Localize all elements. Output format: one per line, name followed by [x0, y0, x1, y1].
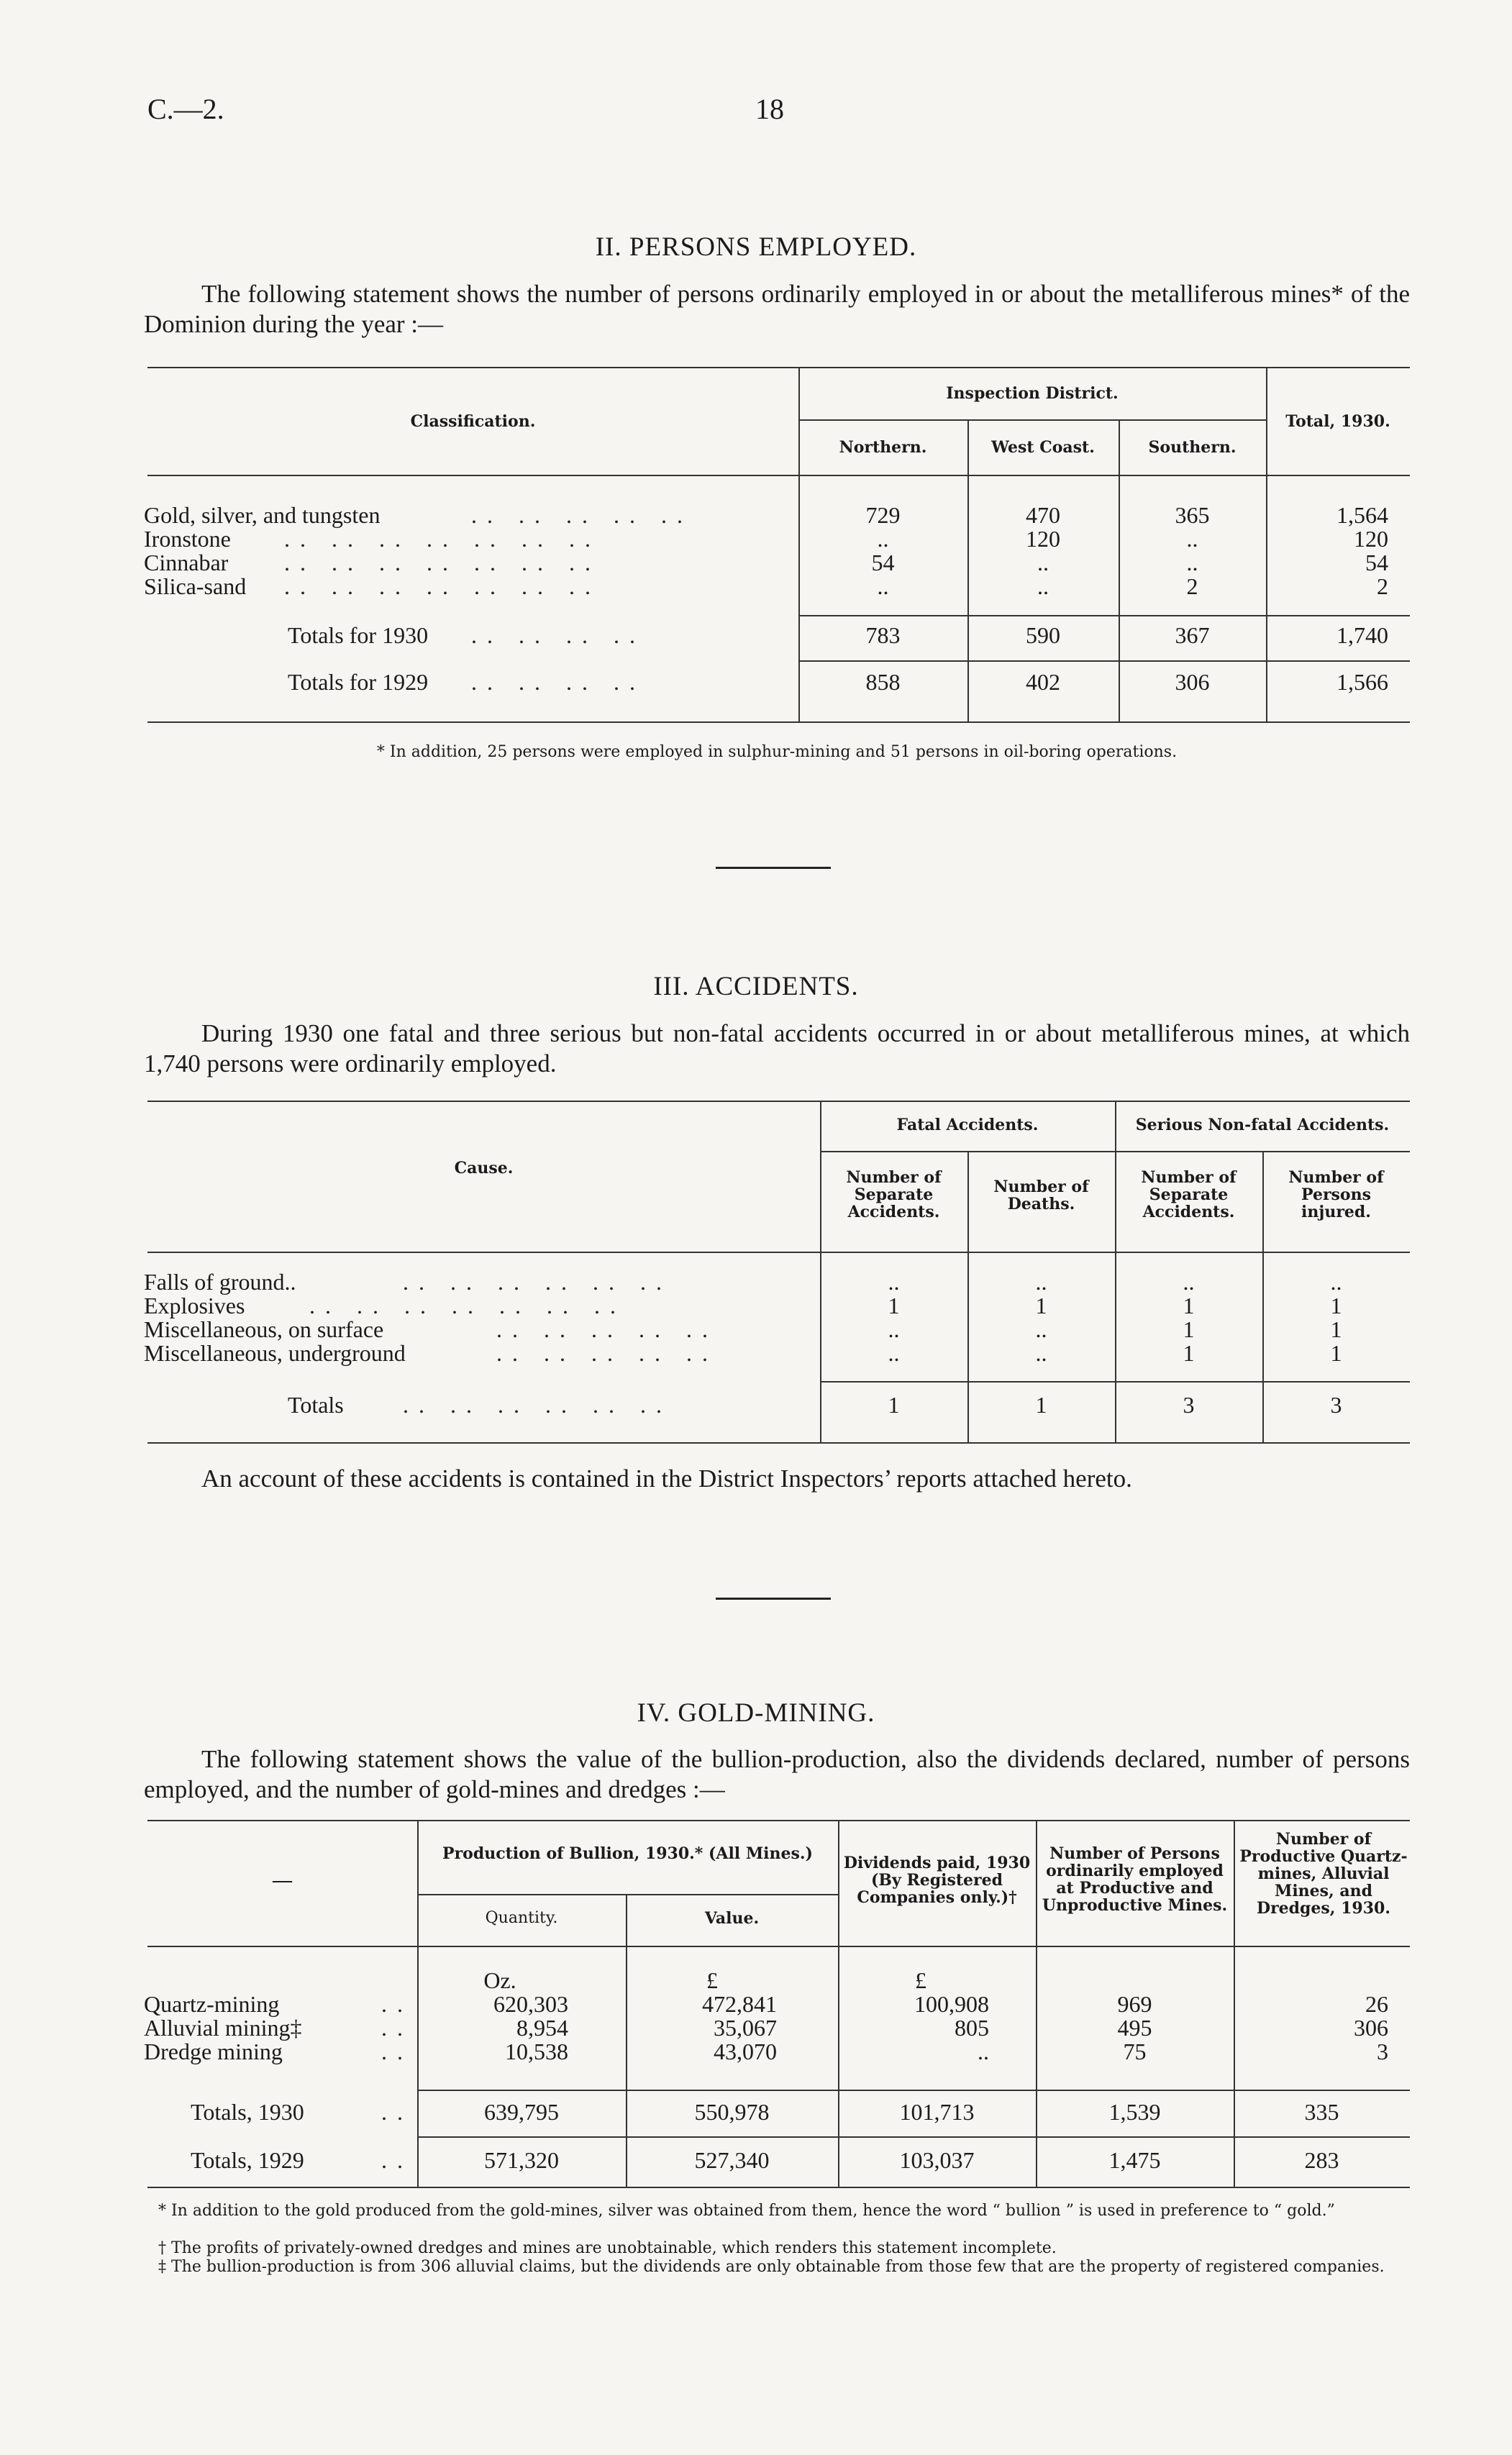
cell-west-coast: .. — [1037, 550, 1049, 575]
persons-employed-footnote: * In addition, 25 persons were employed in sulphur-mining and 51 persons in oil-boring operations. — [376, 743, 1178, 761]
cell-productive-mines: 283 — [1304, 2147, 1339, 2173]
header-fatal-accidents: Fatal Accidents. — [896, 1116, 1039, 1134]
leader-dots: .. .. .. .. .. — [496, 1340, 718, 1366]
cell-separate-accidents-serious: 1 — [1183, 1293, 1195, 1318]
cell-southern: 306 — [1175, 669, 1210, 695]
cell-productive-mines: 26 — [1365, 1991, 1388, 2017]
cell-total: 1,564 — [1336, 502, 1388, 528]
row-label: Miscellaneous, on surface — [144, 1316, 384, 1342]
cell-quantity: 10,538 — [505, 2039, 568, 2064]
cell-persons-injured: 1 — [1330, 1340, 1342, 1366]
leader-dots: .. .. .. .. .. .. .. — [284, 573, 601, 599]
cell-southern: .. — [1186, 550, 1198, 575]
cell-deaths: 1 — [1035, 1293, 1047, 1318]
page-number: 18 — [755, 93, 784, 125]
header-inspection-district: Inspection District. — [946, 384, 1119, 403]
row-label: Totals for 1930 — [288, 622, 429, 648]
cell-quantity: 571,320 — [484, 2147, 559, 2173]
cell-total: 1,566 — [1336, 669, 1388, 695]
cell-value: 472,841 — [702, 1991, 777, 2017]
cell-dividends: 100,908 — [914, 1991, 989, 2017]
accidents-note: An account of these accidents is contained in the District Inspectors’ reports attached hereto. — [201, 1465, 1132, 1493]
header-total-1930: Total, 1930. — [1285, 412, 1390, 431]
cell-southern: 2 — [1186, 573, 1198, 599]
cell-quantity: 620,303 — [493, 1991, 568, 2017]
leader-dots: .. — [381, 2015, 413, 2041]
footnote: ‡ The bullion-production is from 306 alluvial claims, but the dividends are only obtainable from those few that are the property of registered companies. — [158, 2258, 1385, 2276]
row-label: Quartz-mining — [144, 1991, 280, 2017]
leader-dots: .. .. .. .. — [471, 622, 645, 648]
unit-quantity: Oz. — [483, 1967, 516, 1993]
row-label: Totals for 1929 — [288, 669, 429, 695]
row-label: Totals — [288, 1392, 344, 1418]
cell-persons: 969 — [1117, 1991, 1152, 2017]
section-divider — [716, 1598, 831, 1600]
cell-northern: 858 — [865, 669, 901, 695]
cell-northern: .. — [877, 573, 889, 599]
row-label: Falls of ground.. — [144, 1269, 296, 1295]
row-label: Totals, 1929 — [191, 2147, 304, 2173]
document-reference: C.—2. — [147, 93, 224, 125]
cell-persons-injured: .. — [1330, 1269, 1342, 1295]
leader-dots: .. .. .. .. .. — [471, 502, 693, 528]
row-label: Miscellaneous, underground — [144, 1340, 406, 1366]
leader-dots: .. .. .. .. — [471, 669, 645, 695]
leader-dots: .. — [381, 1991, 413, 2017]
row-label: Ironstone — [144, 526, 231, 552]
cell-deaths: .. — [1035, 1269, 1047, 1295]
header-production-of-bullion: Production of Bullion, 1930.* (All Mines.) — [442, 1844, 813, 1863]
leader-dots: .. .. .. .. .. .. — [403, 1269, 672, 1295]
cell-productive-mines: 335 — [1304, 2099, 1339, 2125]
cell-persons: 75 — [1123, 2039, 1147, 2064]
header-bottom-rule — [147, 1946, 1410, 1947]
header-southern: Southern. — [1148, 438, 1237, 457]
cell-west-coast: 120 — [1026, 526, 1060, 552]
footnote: † The profits of privately-owned dredges and mines are unobtainable, which renders this statement incomplete. — [158, 2239, 1057, 2257]
cell-separate-accidents: 1 — [888, 1293, 900, 1318]
header-northern: Northern. — [839, 438, 927, 457]
cell-value: 35,067 — [714, 2015, 777, 2041]
header-west-coast: West Coast. — [991, 438, 1095, 457]
header-dividends-paid: Dividends paid, 1930 (By Registered Companies only.)† — [843, 1854, 1031, 1907]
leader-dots: .. .. .. .. .. .. .. — [284, 550, 601, 575]
header-bottom-rule — [147, 1252, 1410, 1253]
cell-deaths: .. — [1035, 1340, 1047, 1366]
row-label: Silica-sand — [144, 573, 247, 599]
header-separate-accidents-serious: Number of Separate Accidents. — [1141, 1168, 1237, 1221]
cell-separate-accidents: .. — [888, 1316, 900, 1342]
cell-separate-accidents: .. — [888, 1340, 900, 1366]
cell-value: 550,978 — [694, 2099, 770, 2125]
cell-southern: 367 — [1175, 622, 1210, 648]
header-mid-rule — [798, 419, 1266, 421]
section-title-accidents: III. ACCIDENTS. — [653, 972, 859, 1001]
row-label: Explosives — [144, 1293, 245, 1318]
cell-persons-injured: 1 — [1330, 1293, 1342, 1318]
cell-northern: 729 — [865, 502, 901, 528]
totals-rule — [417, 2090, 1410, 2091]
table-top-rule — [147, 1101, 1410, 1102]
cell-total: 1,740 — [1336, 622, 1388, 648]
leader-dots: .. .. .. .. .. .. .. — [309, 1293, 626, 1318]
cell-dividends: 805 — [955, 2015, 989, 2041]
cell-total: 2 — [1377, 573, 1388, 599]
totals-rule — [798, 615, 1410, 616]
unit-dividends: £ — [915, 1967, 926, 1993]
header-quantity: Quantity. — [485, 1909, 558, 1927]
row-label: Dredge mining — [144, 2039, 283, 2064]
totals-rule-2 — [798, 660, 1410, 662]
cell-southern: 365 — [1175, 502, 1210, 528]
row-label: Alluvial mining‡ — [144, 2015, 302, 2041]
header-classification: Classification. — [410, 412, 536, 431]
header-dash: — — [271, 1868, 293, 1893]
header-cause: Cause. — [454, 1159, 514, 1178]
unit-value: £ — [706, 1967, 718, 1993]
header-serious-accidents: Serious Non-fatal Accidents. — [1135, 1116, 1390, 1134]
header-productive-mines: Number of Productive Quartz-mines, Alluvial Mines, and Dredges, 1930. — [1239, 1830, 1408, 1918]
cell-value: 527,340 — [694, 2147, 770, 2173]
table-top-rule — [147, 1820, 1410, 1821]
leader-dots: .. .. .. .. .. .. — [403, 1392, 672, 1418]
cell-dividends: 101,713 — [899, 2099, 975, 2125]
cell-deaths: .. — [1035, 1316, 1047, 1342]
row-label: Totals, 1930 — [191, 2099, 304, 2125]
table-bottom-rule — [147, 721, 1410, 723]
leader-dots: .. — [381, 2039, 413, 2064]
cell-quantity: 639,795 — [484, 2099, 559, 2125]
cell-west-coast: .. — [1037, 573, 1049, 599]
cell-separate-accidents-serious: 1 — [1183, 1316, 1195, 1342]
accidents-intro: During 1930 one fatal and three serious but non-fatal accidents occurred in or about metalliferous mines, at which 1,740 persons were ordinarily employed. — [144, 1019, 1410, 1078]
totals-rule-2 — [417, 2136, 1410, 2138]
cell-northern: 54 — [871, 550, 895, 575]
cell-productive-mines: 3 — [1377, 2039, 1388, 2064]
cell-west-coast: 470 — [1026, 502, 1060, 528]
persons-employed-intro: The following statement shows the number of persons ordinarily employed in or about the metalliferous mines* of the Dominion during the year :— — [144, 280, 1410, 338]
cell-separate-accidents-serious: .. — [1183, 1269, 1195, 1295]
cell-separate-accidents-serious: 1 — [1183, 1340, 1195, 1366]
cell-west-coast: 590 — [1026, 622, 1060, 648]
cell-northern: .. — [877, 526, 889, 552]
table-bottom-rule — [147, 2187, 1410, 2188]
table-bottom-rule — [147, 1442, 1410, 1444]
cell-southern: .. — [1186, 526, 1198, 552]
table-top-rule — [147, 367, 1410, 368]
cell-persons: 1,539 — [1108, 2099, 1161, 2125]
cell-persons-injured: 1 — [1330, 1316, 1342, 1342]
header-persons-injured: Number of Persons injured. — [1288, 1168, 1384, 1221]
cell-separate-accidents-serious: 3 — [1183, 1392, 1195, 1418]
cell-persons-injured: 3 — [1330, 1392, 1342, 1418]
leader-dots: .. .. .. .. .. .. .. — [284, 526, 601, 552]
cell-dividends: 103,037 — [899, 2147, 975, 2173]
cell-total: 54 — [1365, 550, 1388, 575]
header-mid-rule — [417, 1894, 838, 1895]
cell-dividends: .. — [978, 2039, 989, 2064]
header-separate-accidents: Number of Separate Accidents. — [846, 1168, 942, 1221]
header-value: Value. — [704, 1909, 760, 1928]
leader-dots: .. .. .. .. .. — [496, 1316, 718, 1342]
cell-total: 120 — [1354, 526, 1388, 552]
footnote: * In addition to the gold produced from the gold-mines, silver was obtained from them, hence the word “ bullion ” is used in preference to “ gold.” — [158, 2202, 1335, 2220]
cell-separate-accidents: .. — [888, 1269, 900, 1295]
cell-persons: 1,475 — [1108, 2147, 1161, 2173]
cell-west-coast: 402 — [1026, 669, 1060, 695]
cell-productive-mines: 306 — [1354, 2015, 1388, 2041]
leader-dots: .. — [381, 2147, 413, 2173]
cell-quantity: 8,954 — [516, 2015, 568, 2041]
section-title-gold-mining: IV. GOLD-MINING. — [637, 1698, 875, 1728]
cell-northern: 783 — [865, 622, 901, 648]
header-deaths: Number of Deaths. — [993, 1178, 1089, 1213]
cell-separate-accidents: 1 — [888, 1392, 900, 1418]
cell-value: 43,070 — [714, 2039, 777, 2064]
row-label: Cinnabar — [144, 550, 229, 575]
row-label: Gold, silver, and tungsten — [144, 502, 381, 528]
gold-mining-intro: The following statement shows the value of the bullion-production, also the dividends declared, number of persons employed, and the number of gold-mines and dredges :— — [144, 1745, 1410, 1803]
header-bottom-rule — [147, 475, 1410, 476]
leader-dots: .. — [381, 2099, 413, 2125]
cell-persons: 495 — [1117, 2015, 1152, 2041]
header-persons-employed: Number of Persons ordinarily employed at Productive and Unproductive Mines. — [1042, 1844, 1228, 1915]
section-divider — [716, 867, 831, 869]
cell-deaths: 1 — [1035, 1392, 1047, 1418]
section-title-persons-employed: II. PERSONS EMPLOYED. — [595, 232, 917, 262]
